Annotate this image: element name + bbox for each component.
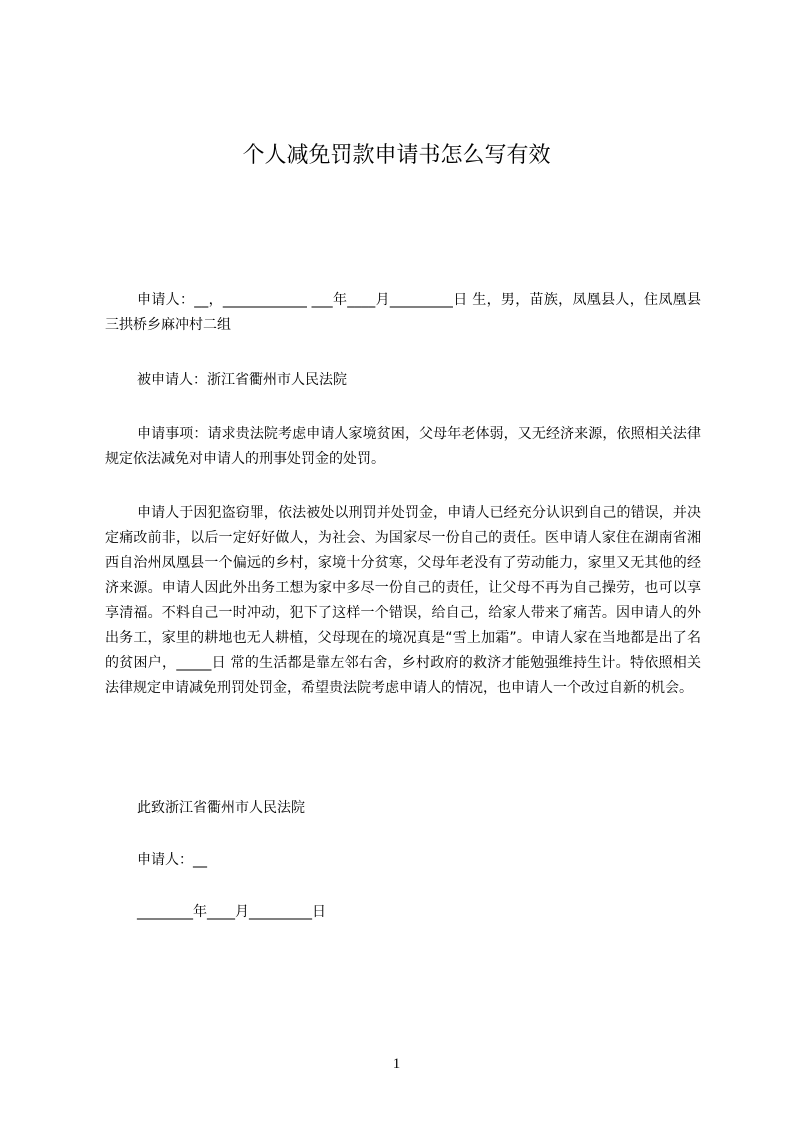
applicant-paragraph: 申请人：__，____________ ___年____月_________日 生，男，苗族，凤凰县人，住凤凰县三拱桥乡麻冲村二组 — [105, 292, 701, 333]
request-matter-paragraph: 申请事项：请求贵法院考虑申请人家境贫困，父母年老体弱，又无经济来源，依照相关法律规定依法减免对申请人的刑事处罚金的处罚。 — [105, 426, 701, 467]
applicant-signature: 申请人：__ — [137, 852, 207, 868]
respondent-paragraph: 被申请人：浙江省衢州市人民法院 — [137, 372, 347, 388]
signature-date: ________年____月_________日 — [137, 904, 326, 920]
body-paragraph: 申请人于因犯盗窃罪，依法被处以刑罚并处罚金，申请人已经充分认识到自己的错误，并决定痛改前非，以后一定好好做人，为社会、为国家尽一份自己的责任。医申请人家住在湖南省湘西自治州凤凰县一个偏远的乡村，家境十分贫寒，父母年老没有了劳动能力，家里又无其他的经济来源。申请人因此外出务工想为家中多尽一份自己的责任，让父母不再为自己操劳，也可以享享清福。不料自己一时冲动，犯下了这样一个错误，给自己，给家人带来了痛苦。因申请人的外出务工，家里的耕地也无人耕植，父母现在的境况真是“雪上加霜”。申请人家在当地都是出了名的贫困户，_____日 常的生活都是靠左邻右舍，乡村政府的救济才能勉强维持生计。特依照相关法律规定申请减免刑罚处罚金，希望贵法院考虑申请人的情况，也申请人一个改过自新的机会。 — [105, 505, 701, 696]
page-number: 1 — [392, 1056, 401, 1072]
closing-salutation: 此致浙江省衢州市人民法院 — [137, 800, 305, 816]
document-title: 个人减免罚款申请书怎么写有效 — [242, 143, 551, 168]
